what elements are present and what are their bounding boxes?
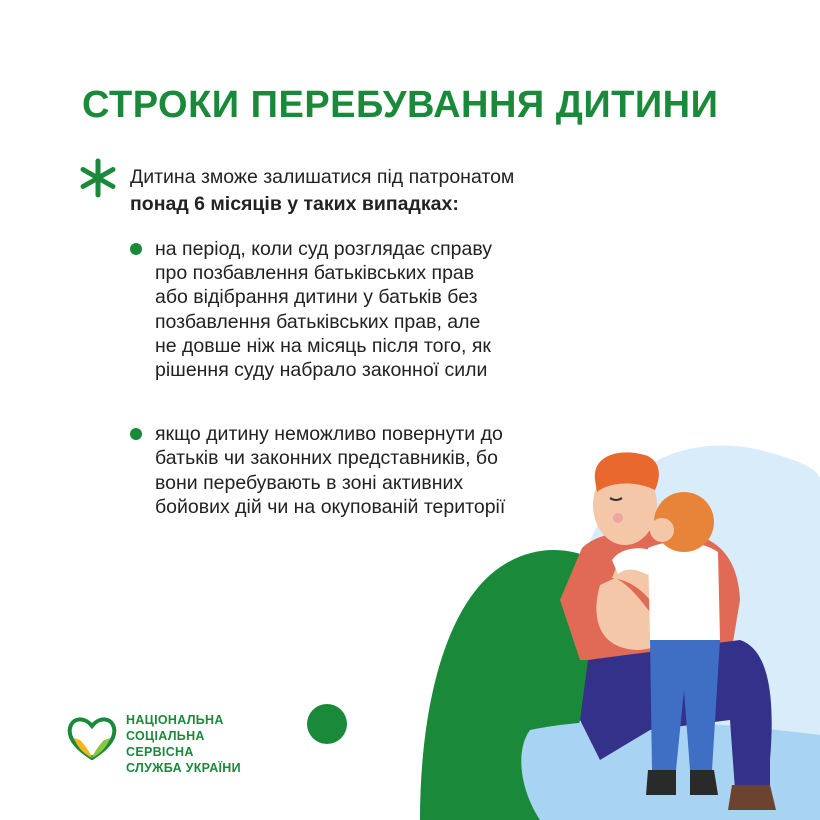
heart-hands-logo-icon (66, 714, 118, 762)
bullet-dot (130, 243, 142, 255)
bullet-dot (130, 428, 142, 440)
list-item-text: якщо дитину неможливо повернути до батьків чи законних представників, бо вони перебувають в зоні активних бойових дій чи на окупованій території (155, 423, 506, 518)
list-item (130, 422, 590, 519)
list-item-text: на період, коли суд розглядає справу про позбавлення батьківських прав або відібрання дитини у батьків без позбавлення батьківських прав, але не довше ніж на місяць після того, як рішення суду набрало законної сили (155, 238, 493, 382)
intro-line: Дитина зможе залишатися під патронатом (130, 166, 515, 188)
intro-text (130, 164, 630, 218)
asterisk-icon (78, 158, 118, 198)
page-title: СТРОКИ ПЕРЕБУВАННЯ ДИТИНИ (82, 84, 719, 126)
green-dot (307, 704, 347, 744)
intro-line-bold: понад 6 місяців у таких випадках: (130, 193, 459, 215)
logo-text: НАЦІОНАЛЬНА СОЦІАЛЬНА СЕРВІСНА СЛУЖБА УКРАЇНИ (126, 713, 241, 775)
nssu-logo (66, 712, 256, 775)
conditions-list (130, 237, 590, 519)
list-item (130, 237, 590, 382)
